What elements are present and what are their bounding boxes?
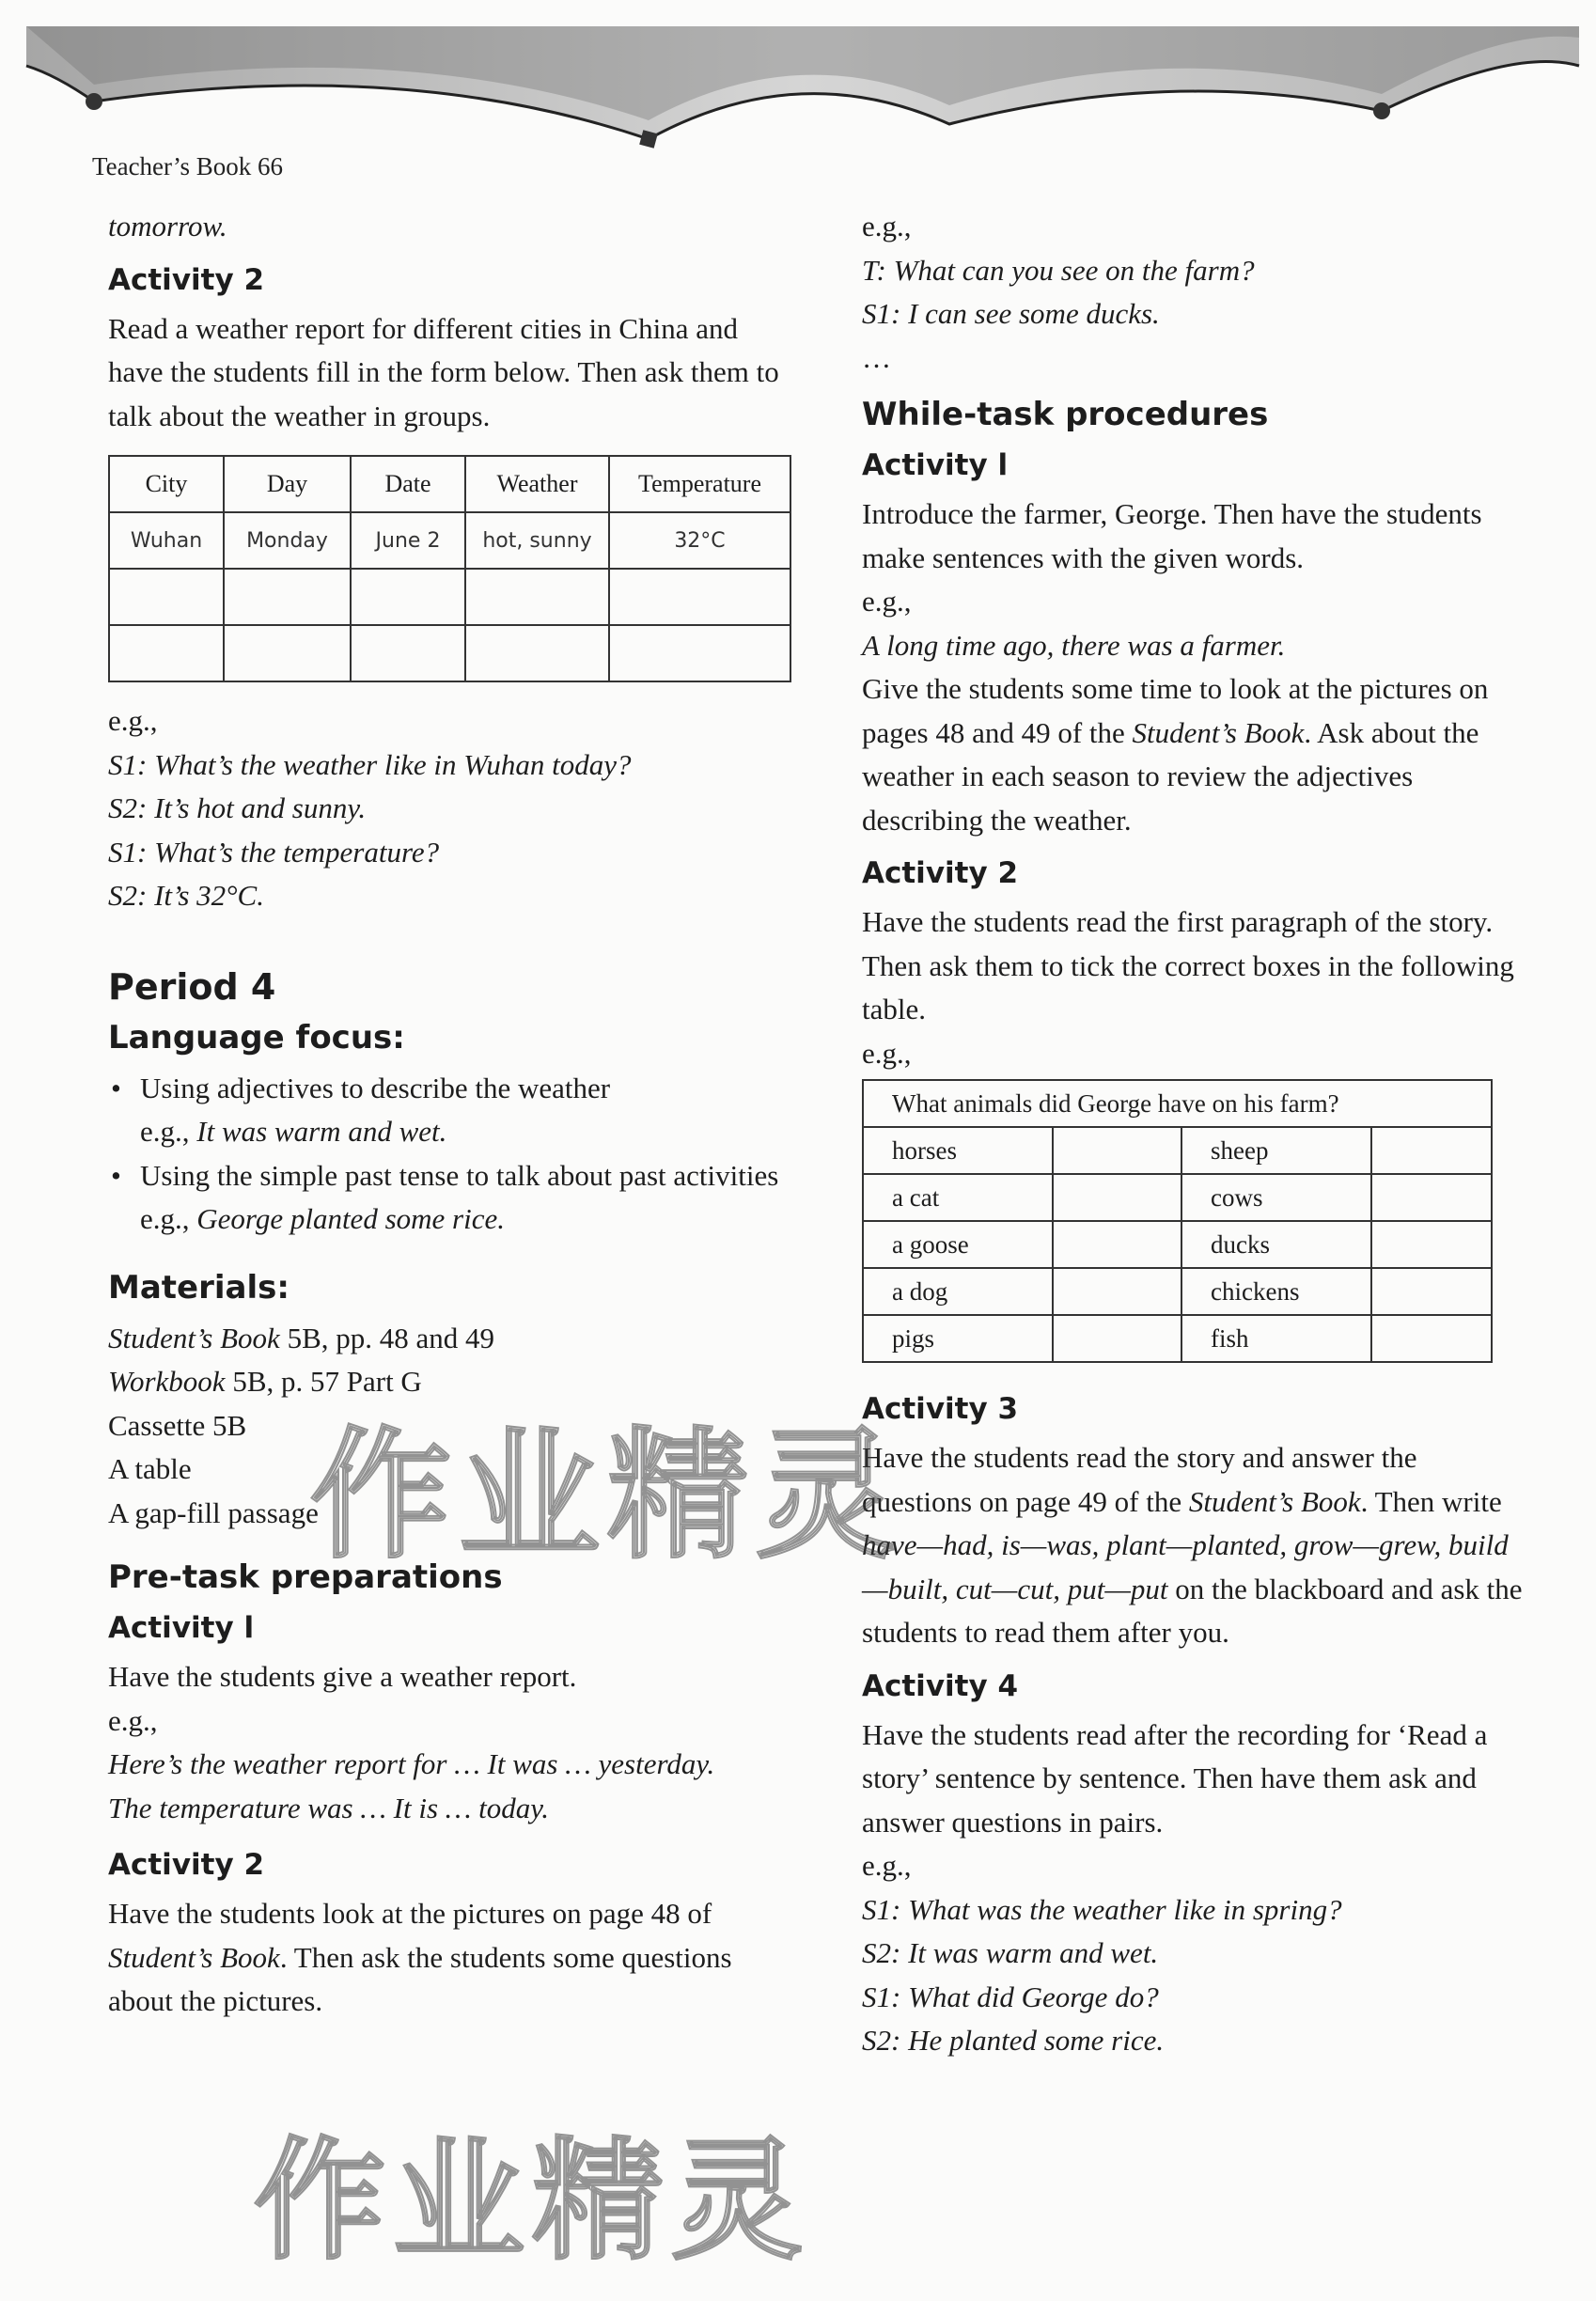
activity-1-heading: Activity l xyxy=(108,1611,255,1645)
dialogue-line: S2: It’s hot and sunny. xyxy=(108,791,367,824)
book-title: Student’s Book xyxy=(1132,715,1305,749)
material-item: A gap-fill passage xyxy=(108,1495,319,1529)
example-line: The temperature was … It is … today. xyxy=(108,1791,550,1824)
page-header: Teacher’s Book 66 xyxy=(92,152,284,180)
example-label: e.g., xyxy=(862,1036,912,1070)
dialogue-line: S1: What was the weather like in spring? xyxy=(862,1892,1342,1926)
tick-box[interactable] xyxy=(1053,1127,1181,1174)
table-row xyxy=(109,512,790,569)
table-row xyxy=(863,1315,1492,1362)
table-row xyxy=(863,1127,1492,1174)
tick-box[interactable] xyxy=(1371,1127,1492,1174)
example-label: e.g., xyxy=(862,210,912,243)
table-header-cell: Weather xyxy=(465,456,609,512)
example-line: Here’s the weather report for … It was … yesterday. xyxy=(108,1747,715,1780)
activity-2-instructions xyxy=(108,1892,799,2024)
table-header-cell: City xyxy=(109,456,224,512)
pre-task-heading: Pre-task preparations xyxy=(108,1558,503,1596)
example-label: e.g., xyxy=(140,1202,197,1235)
example-text: George planted some rice. xyxy=(196,1202,505,1235)
instruction-text: Give the students some time to look at the pictures on pages 48 and 49 of the xyxy=(862,672,1489,749)
weather-form-table xyxy=(108,455,791,682)
language-focus-list xyxy=(108,1067,799,1242)
tick-box[interactable] xyxy=(1371,1174,1492,1221)
header-banner xyxy=(0,0,1596,160)
table-cell: cows xyxy=(1181,1174,1371,1221)
material-item xyxy=(108,1360,799,1404)
table-cell xyxy=(224,569,351,625)
instruction-text: Have the students look at the pictures on page 48 of xyxy=(108,1897,712,1930)
instruction-text: Have the students read the story and answer the questions on page 49 of the xyxy=(862,1441,1417,1518)
table-cell: chickens xyxy=(1181,1268,1371,1315)
continued-text: tomorrow. xyxy=(108,210,227,243)
table-header-cell: Date xyxy=(351,456,465,512)
activity-2-heading: Activity 2 xyxy=(108,262,265,297)
table-row xyxy=(863,1221,1492,1268)
material-item xyxy=(108,1317,799,1361)
list-item xyxy=(108,1067,799,1154)
dialogue-line: S1: What’s the weather like in Wuhan today? xyxy=(108,747,632,781)
tick-box[interactable] xyxy=(1053,1315,1181,1362)
example-label: e.g., xyxy=(862,585,912,618)
table-caption-row xyxy=(863,1080,1492,1127)
example-label: e.g., xyxy=(108,1703,158,1737)
table-cell xyxy=(465,569,609,625)
table-row xyxy=(863,1174,1492,1221)
example-text: It was warm and wet. xyxy=(196,1115,447,1148)
animals-table xyxy=(862,1079,1493,1363)
table-cell: Wuhan xyxy=(109,512,224,569)
material-detail: 5B, p. 57 Part G xyxy=(225,1365,422,1398)
table-cell xyxy=(351,569,465,625)
watermark: 作业精灵 xyxy=(310,1415,905,1578)
table-cell: 32°C xyxy=(609,512,790,569)
materials-heading: Materials: xyxy=(108,1268,289,1307)
table-header-row xyxy=(109,456,790,512)
book-title: Student’s Book xyxy=(1188,1484,1361,1518)
left-column xyxy=(108,205,799,2024)
table-header-cell: Day xyxy=(224,456,351,512)
table-cell: June 2 xyxy=(351,512,465,569)
table-cell xyxy=(109,569,224,625)
tick-box[interactable] xyxy=(1053,1221,1181,1268)
activity-3-instructions xyxy=(862,1436,1529,1655)
dialogue-line: T: What can you see on the farm? xyxy=(862,253,1255,287)
activity-4-instructions: Have the students read after the recording for ‘Read a story’ sentence by sentence. Then have them ask and answer questions in pairs. xyxy=(862,1717,1488,1839)
table-cell: ducks xyxy=(1181,1221,1371,1268)
list-item xyxy=(108,1154,799,1242)
dialogue-line: S1: What’s the temperature? xyxy=(108,835,440,869)
dialogue-line: S1: What did George do? xyxy=(862,1980,1159,2013)
activity-2-heading: Activity 2 xyxy=(862,856,1019,890)
activity-1-instructions-2 xyxy=(862,667,1529,842)
table-cell xyxy=(109,625,224,681)
table-cell: a cat xyxy=(863,1174,1053,1221)
instruction-text: . Then write xyxy=(1360,1484,1502,1518)
banner-pin-icon xyxy=(1373,102,1390,119)
activity-4-heading: Activity 4 xyxy=(862,1668,1019,1703)
table-header-cell: Temperature xyxy=(609,456,790,512)
tick-box[interactable] xyxy=(1371,1315,1492,1362)
example-line: A long time ago, there was a farmer. xyxy=(862,628,1286,662)
activity-2-instructions: Have the students read the first paragraph of the story. Then ask them to tick the correct boxes in the following table. xyxy=(862,905,1514,1025)
instruction-text: . Ask about the weather in each season to review the adjectives describing the weather. xyxy=(862,715,1479,837)
book-title: Workbook xyxy=(108,1365,226,1398)
table-cell: a dog xyxy=(863,1268,1053,1315)
while-task-heading: While-task procedures xyxy=(862,396,1269,433)
example-label: e.g., xyxy=(108,704,158,737)
dialogue-line: S2: It was warm and wet. xyxy=(862,1936,1159,1969)
table-cell: sheep xyxy=(1181,1127,1371,1174)
example-label: e.g., xyxy=(140,1115,197,1148)
table-cell xyxy=(351,625,465,681)
material-detail: 5B, pp. 48 and 49 xyxy=(279,1321,495,1354)
watermark: 作业精灵 xyxy=(254,2125,811,2278)
material-item: Cassette 5B xyxy=(108,1408,247,1442)
table-cell: horses xyxy=(863,1127,1053,1174)
activity-1-heading: Activity l xyxy=(862,448,1009,482)
table-cell xyxy=(224,625,351,681)
dialogue-line: S2: He planted some rice. xyxy=(862,2024,1165,2057)
table-cell: hot, sunny xyxy=(465,512,609,569)
banner-pin-icon xyxy=(86,93,102,110)
list-item-text: Using the simple past tense to talk about past activities xyxy=(140,1158,779,1192)
table-caption: What animals did George have on his farm? xyxy=(863,1080,1492,1127)
activity-1-instructions: Have the students give a weather report. xyxy=(108,1660,577,1693)
table-cell xyxy=(465,625,609,681)
tick-box[interactable] xyxy=(1371,1221,1492,1268)
table-cell: a goose xyxy=(863,1221,1053,1268)
table-cell: Monday xyxy=(224,512,351,569)
table-cell xyxy=(609,569,790,625)
activity-3-heading: Activity 3 xyxy=(862,1392,1019,1426)
period-heading: Period 4 xyxy=(108,965,276,1008)
language-focus-heading: Language focus: xyxy=(108,1018,405,1057)
tick-box[interactable] xyxy=(1053,1268,1181,1315)
table-cell: pigs xyxy=(863,1315,1053,1362)
dialogue-line: S1: I can see some ducks. xyxy=(862,297,1160,330)
table-row xyxy=(109,569,790,625)
activity-1-instructions: Introduce the farmer, George. Then have the students make sentences with the given words. xyxy=(862,497,1482,574)
book-title: Student’s Book xyxy=(108,1321,280,1354)
tick-box[interactable] xyxy=(1053,1174,1181,1221)
activity-2-heading: Activity 2 xyxy=(108,1848,265,1882)
table-cell xyxy=(609,625,790,681)
dialogue-line: S2: It’s 32°C. xyxy=(108,879,264,912)
material-item: A table xyxy=(108,1452,192,1485)
example-label: e.g., xyxy=(862,1849,912,1882)
right-column xyxy=(862,205,1529,2063)
tick-box[interactable] xyxy=(1371,1268,1492,1315)
table-row xyxy=(109,625,790,681)
activity-2-instructions: Read a weather report for different cities in China and have the students fill in the form below. Then ask them to talk about the weather in groups. xyxy=(108,311,779,432)
instruction-text: on the blackboard and ask the students to read them after you. xyxy=(862,1572,1523,1649)
list-item-text: Using adjectives to describe the weather xyxy=(140,1071,611,1104)
book-title: Student’s Book xyxy=(108,1940,280,1974)
instruction-text: . Then ask the students some questions about the pictures. xyxy=(108,1940,732,2017)
ellipsis: … xyxy=(862,340,891,374)
verb-list: have—had, is—was, plant—planted, grow—grew, build—built, cut—cut, put—put xyxy=(862,1528,1509,1605)
table-cell: fish xyxy=(1181,1315,1371,1362)
table-row xyxy=(863,1268,1492,1315)
